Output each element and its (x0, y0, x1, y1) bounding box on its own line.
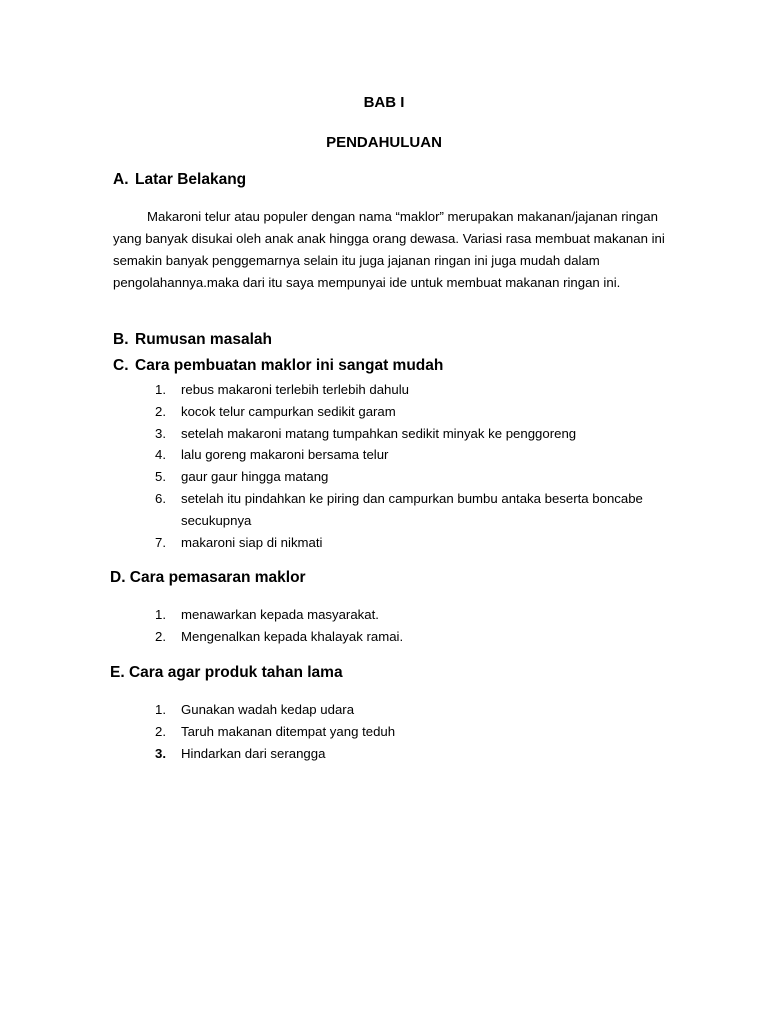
list-item (155, 379, 685, 401)
list-item-text: rebus makaroni terlebih terlebih dahulu (181, 382, 409, 397)
list-item-text: menawarkan kepada masyarakat. (181, 607, 379, 622)
list-item-number: 1. (155, 382, 166, 397)
list-item-number: 2. (155, 403, 166, 419)
list-item (155, 721, 685, 743)
list-item-number: 5. (155, 469, 166, 485)
list-item (155, 444, 685, 466)
list-item (155, 488, 685, 532)
list-item-text: setelah itu pindahkan ke piring dan campurkan bumbu antaka beserta boncabe secukupnya (181, 490, 643, 528)
list-item-number: 4. (155, 447, 166, 463)
list-item-text: makaroni siap di nikmati (181, 534, 323, 550)
section-b-title: Rumusan masalah (135, 331, 272, 348)
section-e-heading: E. Cara agar produk tahan lama (110, 664, 343, 681)
list-item (155, 743, 685, 765)
list-item-number: 6. (155, 490, 166, 506)
list-item-number: 3. (155, 425, 166, 441)
section-a-title: Latar Belakang (135, 171, 247, 188)
marketing-list (155, 604, 685, 648)
preservation-list (155, 699, 685, 764)
list-item (155, 423, 685, 445)
list-item-text: Taruh makanan ditempat yang teduh (181, 723, 396, 739)
list-item-number: 2. (155, 723, 166, 739)
steps-list (155, 379, 685, 553)
list-item (155, 699, 685, 721)
list-item-text: kocok telur campurkan sedikit garam (181, 403, 396, 419)
list-item-text: Gunakan wadah kedap udara (181, 702, 355, 717)
background-paragraph (113, 206, 673, 294)
section-c-heading (113, 357, 443, 375)
background-paragraph-text: Makaroni telur atau populer dengan nama “maklor” merupakan makanan/jajanan ringan yang banyak disukai oleh anak anak hingga orang dewasa. Variasi rasa membuat makanan ini semakin banyak penggemarnya selain itu juga jajanan ringan ini juga mudah dalam pengolahannya.maka dari itu saya mempunyai ide untuk membuat makanan ringan ini. (113, 209, 665, 290)
section-a-heading (113, 171, 246, 189)
section-c-letter: C. (113, 357, 129, 374)
section-c-title: Cara pembuatan maklor ini sangat mudah (135, 357, 444, 374)
list-item-number: 2. (155, 628, 166, 644)
chapter-number: BAB I (363, 94, 405, 111)
list-item-text: Mengenalkan kepada khalayak ramai. (181, 628, 404, 644)
list-item (155, 626, 685, 648)
list-item (155, 401, 685, 423)
list-item-number: 1. (155, 607, 166, 622)
list-item-text: setelah makaroni matang tumpahkan sedikit minyak ke penggoreng (181, 425, 577, 441)
section-d-heading: D. Cara pemasaran maklor (110, 569, 306, 586)
list-item-text: Hindarkan dari serangga (181, 745, 326, 761)
section-a-letter: A. (113, 171, 129, 188)
list-item-number: 3. (155, 745, 166, 761)
section-b-heading (113, 331, 272, 349)
section-b-letter: B. (113, 331, 129, 348)
list-item-text: lalu goreng makaroni bersama telur (181, 447, 389, 463)
list-item (155, 604, 685, 626)
list-item-number: 7. (155, 534, 166, 550)
list-item-text: gaur gaur hingga matang (181, 469, 329, 485)
list-item (155, 466, 685, 488)
list-item (155, 532, 685, 554)
chapter-title: PENDAHULUAN (326, 134, 442, 151)
list-item-number: 1. (155, 702, 166, 717)
